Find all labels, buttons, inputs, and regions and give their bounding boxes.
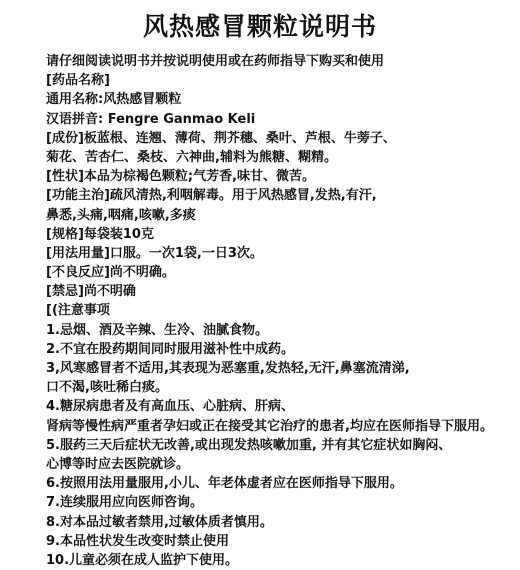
text-line: 菊花、苦杏仁、桑枝、六神曲,辅料为熊糖、糊精。 xyxy=(46,149,337,165)
text-line: 通用名称:风热感冒颗粒 xyxy=(46,92,182,108)
text-line: 2.不宜在股药期间同时服用滋补性中成药。 xyxy=(46,341,294,357)
text-line: 10.儿童必须在成人监护下使用。 xyxy=(46,552,239,568)
text-line: [功能主治]疏风清热,利咽解毒。用于风热感冒,发热,有汗, xyxy=(46,188,377,204)
text-line: [禁忌]尚不明确 xyxy=(46,284,136,300)
text-line: 心博等时应去医院就诊。 xyxy=(46,456,190,472)
text-line: [不良反应]尚不明确。 xyxy=(46,265,175,281)
instruction-lines xyxy=(46,52,506,570)
document-title: 风热感冒颗粒说明书 xyxy=(142,12,377,41)
text-line: 8.对本品过敏者禁用,过敏体质者慎用。 xyxy=(46,514,273,530)
text-line: [药品名称] xyxy=(46,73,110,89)
text-line: 3,风寒感冒者不适用,其表现为恶塞重,发热轻,无汗,鼻塞流清涕, xyxy=(46,361,410,376)
text-line: 肾病等慢性病严重者孕妇或正在接受其它治疗的患者,均应在医师指导下服用。 xyxy=(46,418,493,434)
text-line: 9.本品性状发生改变时禁止使用 xyxy=(46,533,229,549)
text-line: 汉语拼音: Fengre Ganmao Keli xyxy=(46,111,256,127)
text-line: [性状]本品为棕褐色颗粒;气芳香,味甘、微苦。 xyxy=(46,169,316,185)
text-line: 4.糖尿病患者及有高血压、心脏病、肝病、 xyxy=(46,399,294,415)
text-line: [规格]每袋装10克 xyxy=(46,226,154,242)
text-line: 7.连续服用应向医师咨询。 xyxy=(46,495,203,511)
text-line: 1.忌烟、酒及辛辣、生冷、油腻食物。 xyxy=(46,322,268,338)
text-line: [成份]板蓝根、连翘、薄荷、荆芥穗、桑叶、芦根、牛蒡子、 xyxy=(46,130,396,146)
text-line: [(注意事项 xyxy=(46,303,110,319)
text-line: 5.服药三天后症状无改善,或出现发热咳嗽加重, 并有其它症状如胸闷、 xyxy=(46,437,452,453)
text-line: 请仔细阅读说明书并按说明使用或在药师指导下购买和使用 xyxy=(46,54,385,69)
text-line: 口不渴,咳吐稀白痰。 xyxy=(46,380,168,396)
text-line: 6.按照用法用量服用,小儿、年老体虚者应在医师指导下服用。 xyxy=(46,476,403,492)
text-line: [用法用量]口服。一次1袋,一日3次。 xyxy=(46,245,263,261)
text-line: 鼻悉,头痛,咽痛,咳嗽,多痰 xyxy=(46,207,196,223)
